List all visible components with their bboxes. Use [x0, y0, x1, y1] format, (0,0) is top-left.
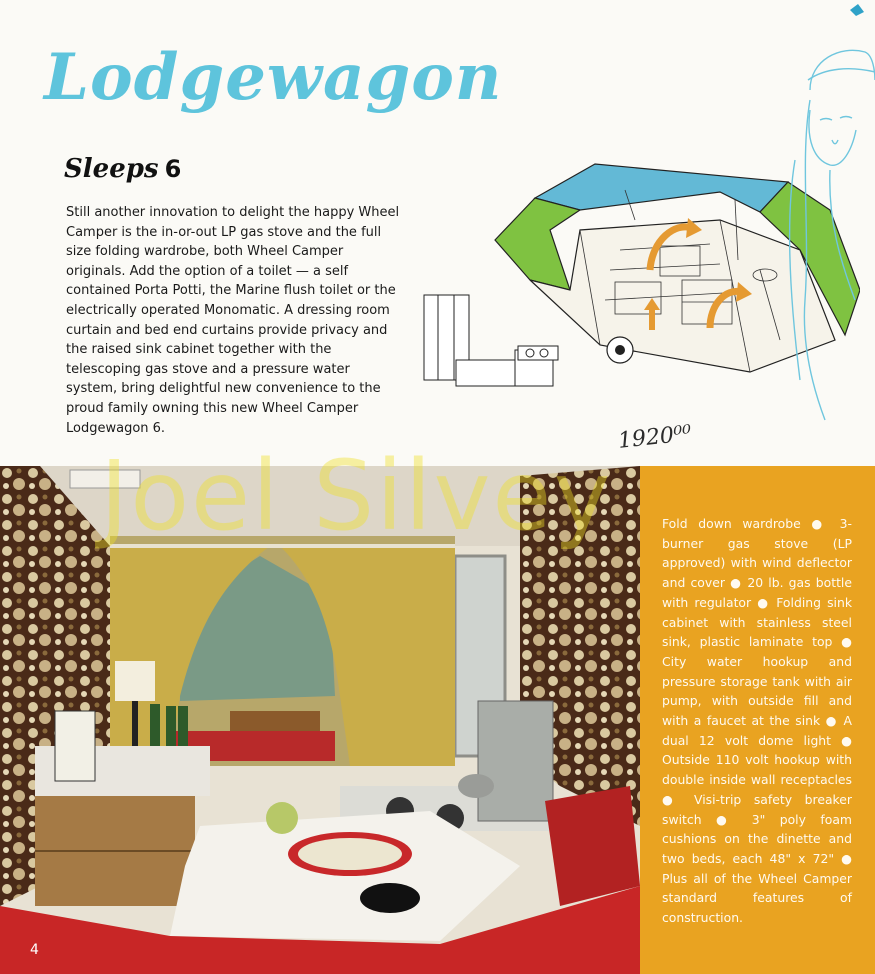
- page-title: Lodgewagon: [44, 40, 503, 115]
- watermark-text: Joel Silvey: [100, 440, 613, 552]
- decorative-portrait-sketch: [770, 0, 875, 430]
- lamp-base: [132, 701, 138, 746]
- wheel-hub: [615, 345, 625, 355]
- sleeps-heading: [64, 154, 181, 184]
- guitar: [230, 711, 320, 731]
- interior-photo: [0, 466, 640, 974]
- ashtray: [360, 883, 420, 913]
- grapes: [266, 802, 298, 834]
- sleeps-label: Sleeps: [64, 154, 159, 184]
- kettle: [458, 774, 494, 798]
- cereal-box: [55, 711, 95, 781]
- page-number: 4: [30, 942, 39, 958]
- bottle: [150, 704, 160, 746]
- roof-canopy: [535, 164, 788, 212]
- features-panel: [640, 466, 875, 974]
- bottle: [178, 706, 188, 746]
- left-canvas: [495, 198, 580, 290]
- right-cushion: [545, 786, 640, 906]
- bottle: [166, 706, 176, 746]
- ceiling-vent: [70, 470, 140, 488]
- detached-stove-sketch: [456, 346, 558, 386]
- lamp-shade: [115, 661, 155, 701]
- feather-icon: [850, 4, 864, 16]
- intro-paragraph: Still another innovation to delight the happy Wheel Camper is the in-or-out LP gas stove and the full size folding wardrobe, both Wheel Camper originals. Add the option of a toilet — a self contained Porta Potti, the Marine flush toilet or the electrically operated Monomatic. A dressing room curtain and bed end curtains provide privacy and the raised sink cabinet together with the telescoping gas stove and a pressure water system, bring delightful new convenience to the proud family owning this new Wheel Camper Lodgewagon 6.: [66, 205, 400, 436]
- stove-lid: [478, 701, 553, 821]
- features-list: Fold down wardrobe ● 3-burner gas stove (LP approved) with wind deflector and cover ● 20 lb. gas bottle with regulator ● Folding sink cabinet with stainless steel sink, plastic laminate top ● City water hookup and pressure storage tank with air pump, with outside fill and with a faucet at the sink ● A dual 12 volt dome light ● Outside 110 volt hookup with double inside wall receptacles ● Visi-trip safety breaker switch ● 3" poly foam cushions on the dinette and two beds, each 48" x 72" ● Plus all of the Wheel Camper standard features of construction.: [662, 516, 852, 926]
- handwritten-price: 1920⁰⁰: [616, 421, 693, 454]
- sleeps-count: 6: [164, 155, 182, 183]
